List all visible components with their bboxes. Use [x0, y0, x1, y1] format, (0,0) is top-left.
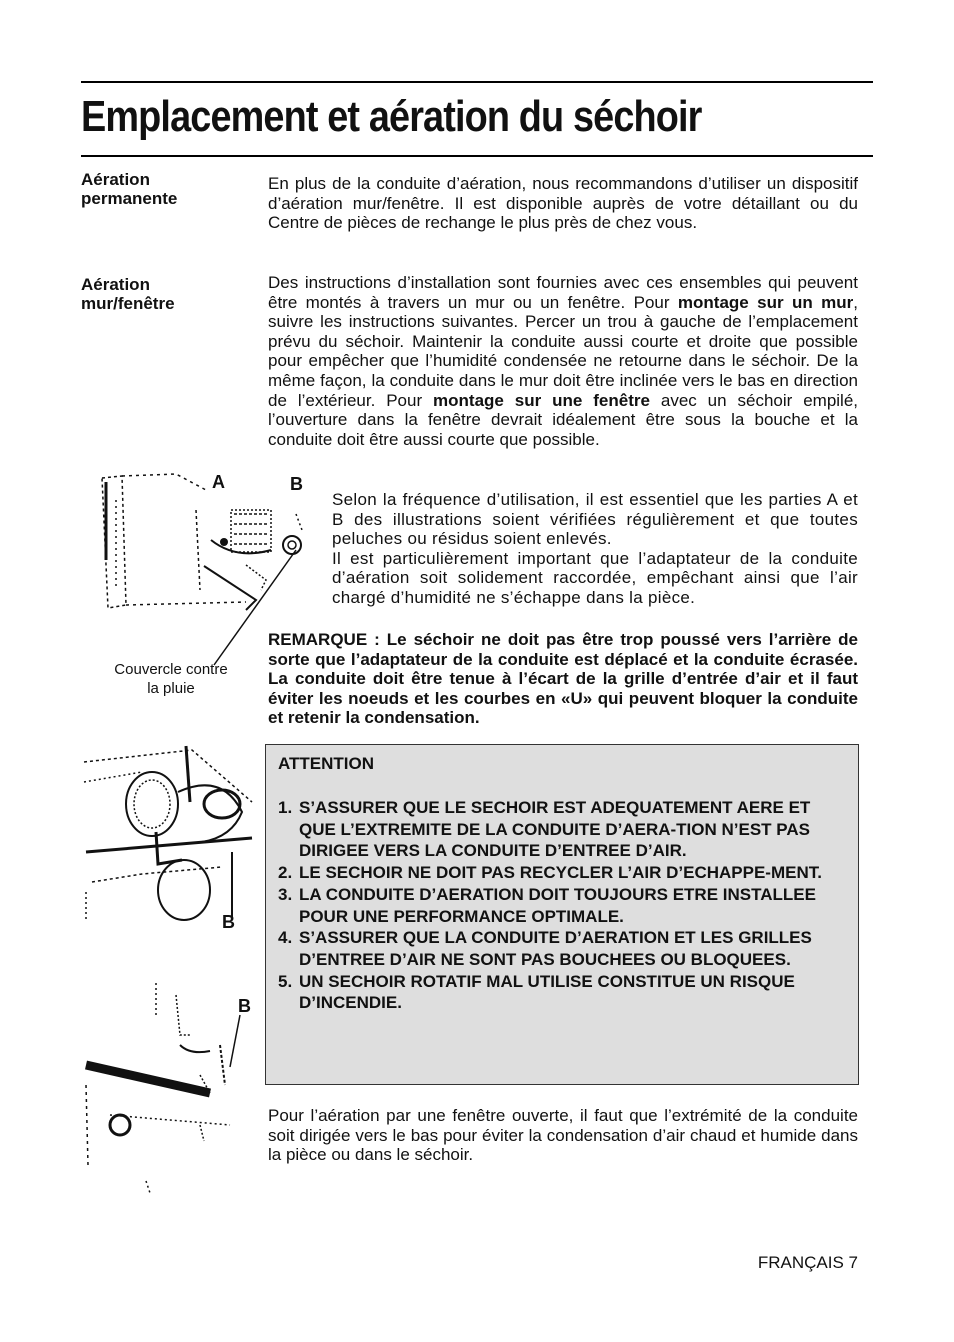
attention-item-number: 3. [278, 884, 293, 904]
side-label-wall-window-line2: mur/fenêtre [81, 294, 175, 313]
window-open-text: Pour l’aération par une fenêtre ouverte, il faut que l’extrémité de la conduite soit dirigée vers le bas pour éviter la condensation d’air chaud et humide dans la pièce ou dans le séchoir. [268, 1106, 858, 1165]
attention-item-number: 5. [278, 971, 293, 991]
attention-item-text: LE SECHOIR NE DOIT PAS RECYCLER L’AIR D’ECHAPPE-MENT. [299, 863, 822, 883]
attention-item-number: 2. [278, 863, 293, 883]
attention-item [278, 927, 848, 970]
wall-mount-emphasis: montage sur un mur [677, 292, 854, 312]
page-footer: FRANÇAIS 7 [757, 1253, 858, 1272]
figure1-label-a: A [212, 472, 225, 492]
check-text-1: Selon la fréquence d’utilisation, il est essentiel que les parties A et B des illustrations soient vérifiées régulièrement et que toutes peluches ou résidus soient enlevés. [332, 490, 858, 549]
attention-item-text: UN SECHOIR ROTATIF MAL UTILISE CONSTITUE UN RISQUE D’INCENDIE. [299, 971, 795, 1013]
remark-text: REMARQUE : Le séchoir ne doit pas être trop poussé vers l’arrière de sorte que l’adaptateur de la conduite est déplacé et la conduite écrasée. La conduite doit être tenue à l’écart de la grille d’entrée d’air et il faut éviter les noeuds et les courbes en «U» qui peuvent bloquer la conduite et retenir la condensation. [268, 630, 858, 728]
attention-item [278, 862, 848, 884]
window-open-paragraph [268, 1106, 858, 1165]
figure3-label-b: B [238, 996, 251, 1016]
page-title: Emplacement et aération du séchoir [81, 92, 702, 141]
wall-window-text-3: avec un séchoir empilé, l’ouverture dans la fenêtre devrait idéalement être sous la bouche et la conduite doit être aussi courte que possible. [268, 390, 858, 449]
figure2-label-b: B [222, 912, 235, 932]
side-label-wall-window [81, 275, 175, 313]
attention-item-text: S’ASSURER QUE LA CONDUITE D’AERATION ET LES GRILLES D’ENTREE D’AIR NE SONT PAS BOUCHEES OU BLOQUEES. [299, 928, 812, 969]
remark-paragraph [268, 630, 858, 728]
side-label-permanent-line1: Aération [81, 170, 150, 189]
rain-cover-caption [96, 660, 246, 698]
rain-cover-caption-line1: Couvercle contre [114, 661, 228, 678]
attention-item [278, 797, 848, 862]
attention-item [278, 884, 848, 927]
side-label-permanent [81, 170, 177, 208]
dryer-vent-illustration-3 [80, 975, 260, 1200]
top-rule [81, 81, 873, 83]
attention-item-number: 1. [278, 798, 293, 817]
wall-window-paragraph [268, 273, 858, 449]
side-label-wall-window-line1: Aération [81, 275, 150, 294]
rain-cover-caption-line2: la pluie [147, 680, 195, 697]
wall-window-text [268, 273, 858, 449]
attention-item-number: 4. [278, 928, 293, 948]
window-mount-emphasis: montage sur une fenêtre [433, 390, 650, 410]
title-underline [81, 155, 873, 157]
attention-list [278, 797, 848, 1014]
attention-box [265, 744, 859, 1085]
attention-item-text: LA CONDUITE D’AERATION DOIT TOUJOURS ETRE INSTALLEE POUR UNE PERFORMANCE OPTIMALE. [299, 884, 816, 926]
attention-item [278, 971, 848, 1014]
side-label-permanent-line2: permanente [81, 189, 178, 208]
figure1-label-b: B [290, 474, 303, 494]
wall-window-text-2: , suivre les instructions suivantes. Percer un trou à gauche de l’emplacement prévu du séchoir. Maintenir la conduite aussi courte et droite que possible pour empêcher que l’humidité condensée ne retourne dans le séchoir. De la même façon, la conduite dans le mur doit être inclinée vers le bas en direction de l’extérieur. Pour [268, 292, 858, 410]
check-text-2: Il est particulièrement important que l’adaptateur de la conduite d’aération soit solidement raccordée, empêchant ainsi que l’air chargé d’humidité ne s’échappe dans la pièce. [332, 548, 858, 607]
permanent-paragraph [268, 174, 858, 233]
permanent-text: En plus de la conduite d’aération, nous recommandons d’utiliser un dispositif d’aération mur/fenêtre. Il est disponible auprès de votre détaillant ou du Centre de pièces de rechange le plus près de chez vous. [268, 174, 858, 233]
check-paragraph [332, 490, 858, 608]
dryer-vent-illustration-2 [82, 742, 262, 932]
attention-item-text: S’ASSURER QUE LE SECHOIR EST ADEQUATEMENT AERE ET QUE L’EXTREMITE DE LA CONDUITE D’AERA-TION N’EST PAS DIRIGEE VERS LA CONDUITE D’ENTREE D’AIR. [299, 798, 811, 861]
attention-title: ATTENTION [278, 754, 375, 773]
wall-window-text-1: Des instructions d’installation sont fournies avec ces ensembles qui peuvent être montés à travers un mur ou un fenêtre. Pour [268, 273, 858, 312]
